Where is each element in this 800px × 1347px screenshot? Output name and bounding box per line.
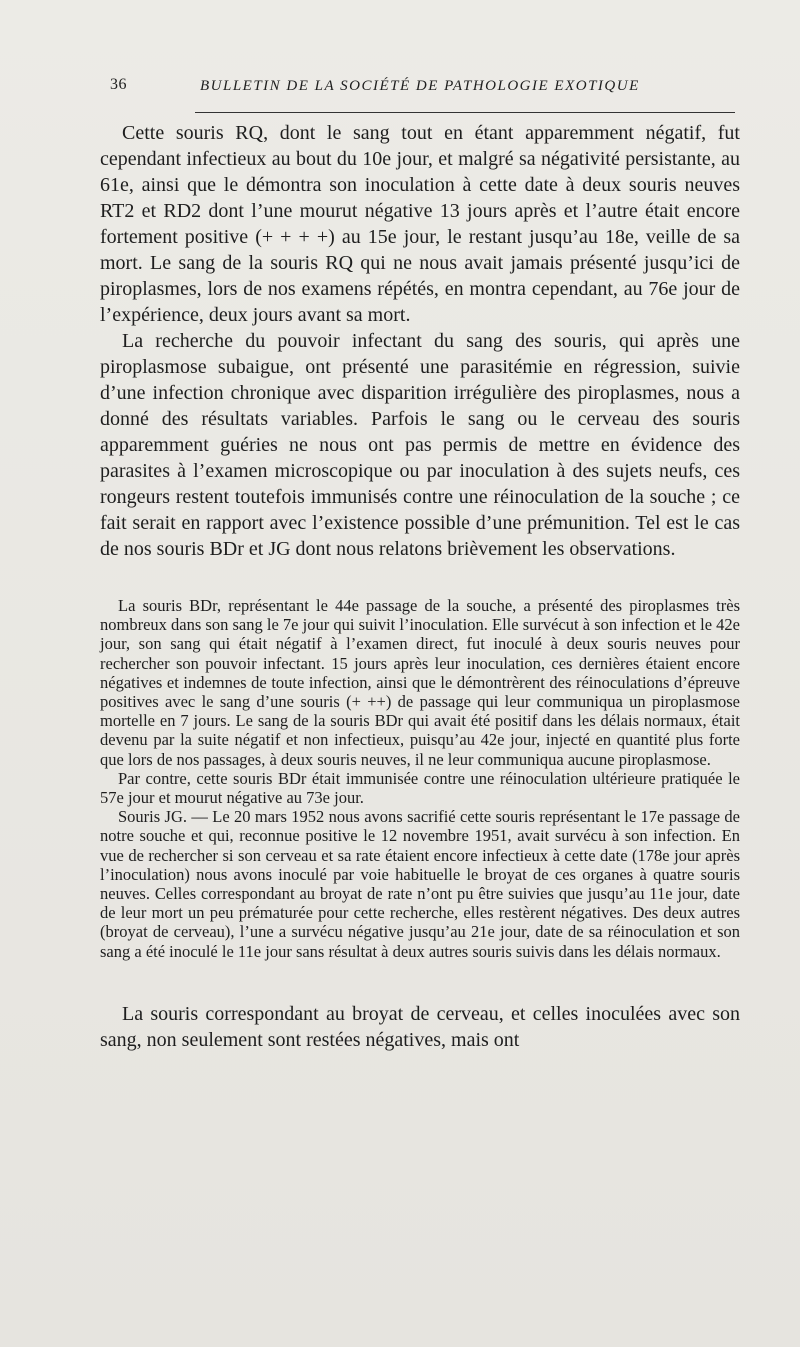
paragraph-bdr-immunisee: Par contre, cette souris BDr était immunisée contre une réinoculation ultérieure pratiquée le 57e jour et mourut négative au 73e jour. (100, 768, 740, 808)
running-title: BULLETIN DE LA SOCIÉTÉ DE PATHOLOGIE EXOTIQUE (200, 78, 640, 94)
paragraph-rq-souris: Cette souris RQ, dont le sang tout en étant apparemment négatif, fut cependant infectieux au bout du 10e jour, et malgré sa négativité persistante, au 61e, ainsi que le démontra son inoculation à cette date à deux souris neuves RT2 et RD2 dont l’une mourut négative 13 jours après et l’autre était encore fortement positive (+ + + +) au 15e jour, le restant jusqu’au 18e, veille de sa mort. Le sang de la souris RQ qui ne nous avait jamais présenté jusqu’ici de piroplasmes, lors de nos examens répétés, en montra cependant, au 76e jour de l’expérience, deux jours avant sa mort. (100, 122, 740, 326)
paragraph-broyat-cerveau: La souris correspondant au broyat de cerveau, et celles inoculées avec son sang, non seulement sont restées négatives, mais ont (100, 1002, 740, 1051)
paragraph-spacer (100, 562, 740, 596)
paragraph-spacer (100, 961, 740, 1001)
paragraph-souris-jg: Souris JG. — Le 20 mars 1952 nous avons sacrifié cette souris représentant le 17e passage de notre souche et qui, reconnue positive le 12 novembre 1951, avait survécu à son infection. En vue de rechercher si son cerveau et sa rate étaient encore infectieux à cette date (178e jour après l’inoculation) nous avons inoculé par voie habituelle le broyat de ces organes à quatre souris neuves. Celles correspondant au broyat de rate n’ont pu être suivies que jusqu’au 11e jour, date de leur mort un peu prématurée pour cette recherche, elles restèrent négatives. Des deux autres (broyat de cerveau), l’une a survécu négative jusqu’au 21e jour, date de sa réinoculation et son sang a été inoculé le 11e jour sans résultat à deux autres souris suivis dans les délais normaux. (100, 807, 740, 961)
page-header (110, 76, 740, 102)
page-number: 36 (110, 76, 127, 93)
header-rule (195, 112, 735, 113)
paragraph-souris-bdr: La souris BDr, représentant le 44e passage de la souche, a présenté des piroplasmes très nombreux dans son sang le 7e jour qui suivit l’inoculation. Elle survécut à son infection et le 42e jour, son sang qui était négatif à l’examen direct, fut inoculé à deux souris neuves pour rechercher son pouvoir infectant. 15 jours après leur inoculation, ces dernières étaient encore négatives et indemnes de toute infection, ainsi que le démontrèrent des réinoculations d’épreuve positives avec le sang d’une souris (+ ++) de passage qui leur communiqua un piroplasmose mortelle en 7 jours. Le sang de la souris BDr qui avait été positif dans les délais normaux, était devenu par la suite négatif et non infectieux, puisqu’au 42e jour, injecté en quantité plus forte que lors de nos passages, à deux souris neuves, il ne leur communiqua aucune piroplasmose. (100, 596, 740, 769)
paragraph-pouvoir-infectant: La recherche du pouvoir infectant du sang des souris, qui après une piroplasmose subaigue, ont présenté une parasitémie en régression, suivie d’une infection chronique avec disparition irrégulière des piroplasmes, nous a donné des résultats variables. Parfois le sang ou le cerveau des souris apparemment guéries ne nous ont pas permis de mettre en évidence des parasites à l’examen microscopique ou par inoculation à des sujets neufs, ces rongeurs restent toutefois immunisés contre une réinoculation de la souche ; ce fait serait en rapport avec l’existence possible d’une prémunition. Tel est le cas de nos souris BDr et JG dont nous relatons brièvement les observations. (100, 330, 740, 560)
page-body (100, 120, 740, 1053)
